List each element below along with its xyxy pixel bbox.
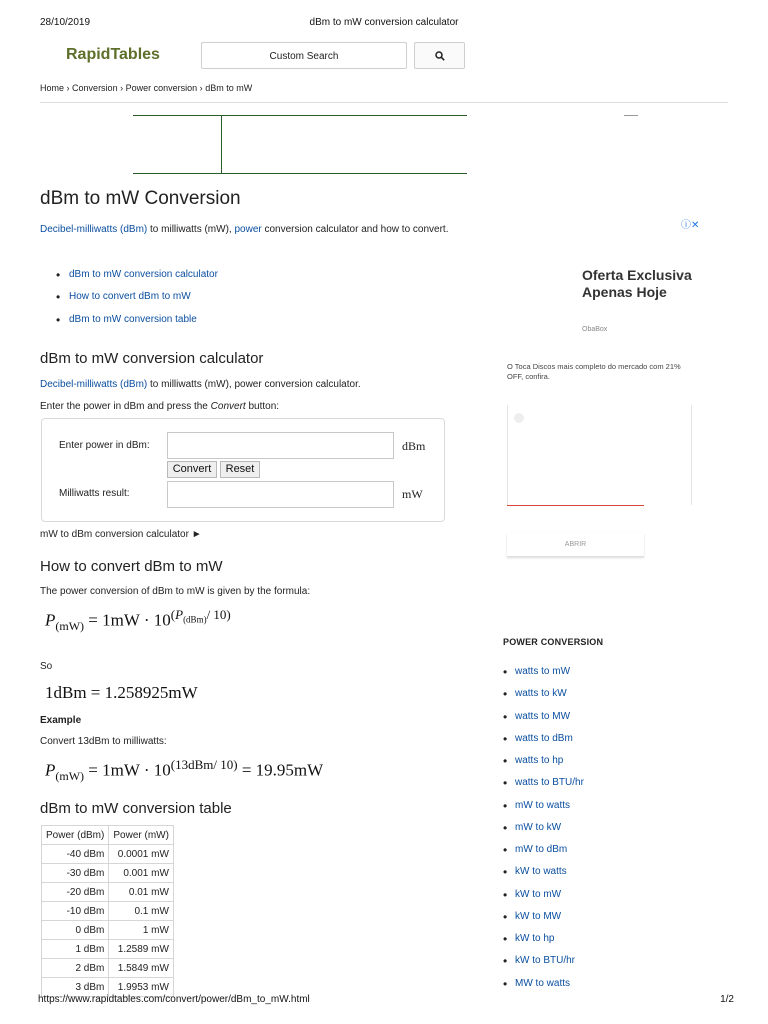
sidebar-item[interactable] (503, 933, 584, 955)
sidebar-link[interactable]: kW to MW (515, 910, 562, 922)
dbm-input-label: Enter power in dBm: (59, 440, 150, 451)
dbm-link[interactable]: Decibel-milliwatts (dBm) (40, 224, 148, 235)
table-cell-dbm: -20 dBm (42, 883, 109, 902)
instruction-post: button: (245, 401, 280, 412)
formula-example (45, 757, 323, 784)
formula-general (45, 607, 231, 634)
example-formula-exponent: (13dBm/ 10) (170, 757, 238, 772)
table-row (42, 940, 174, 959)
dbm-unit: dBm (402, 439, 426, 453)
reverse-calculator-link[interactable]: mW to dBm conversion calculator ► (40, 529, 202, 540)
sidebar-item[interactable] (503, 889, 584, 911)
intro-paragraph (40, 220, 460, 240)
sidebar-item[interactable] (503, 800, 584, 822)
sidebar-item[interactable] (503, 978, 584, 1000)
table-cell-dbm: 3 dBm (42, 978, 109, 997)
ad-accent-line (507, 505, 644, 506)
mw-unit: mW (402, 487, 423, 501)
page-title: dBm to mW Conversion (40, 188, 241, 209)
sidebar-item[interactable] (503, 755, 584, 777)
breadcrumb-home[interactable]: Home (40, 83, 65, 93)
sidebar-link[interactable]: kW to BTU/hr (515, 955, 576, 967)
table-of-contents (56, 269, 218, 336)
table-cell-mw: 1.9953 mW (109, 978, 174, 997)
sidebar-link[interactable]: mW to kW (515, 821, 562, 833)
sidebar-item[interactable] (503, 866, 584, 888)
formula-1dbm: 1dBm = 1.258925mW (45, 683, 198, 702)
sidebar-link[interactable]: kW to watts (515, 866, 567, 878)
mw-result-label: Milliwatts result: (59, 488, 130, 499)
search-icon (435, 51, 445, 61)
toc-link-table[interactable]: dBm to mW conversion table (69, 313, 197, 325)
table-row (42, 864, 174, 883)
ad-brand: ObaBox (582, 326, 608, 333)
example-formula-rhs: = 1mW · 10 (84, 760, 171, 780)
sidebar-item[interactable] (503, 822, 584, 844)
top-ad-border-top (133, 115, 467, 116)
sidebar-link[interactable]: MW to watts (515, 977, 571, 989)
table-row (42, 902, 174, 921)
sidebar-link[interactable]: watts to hp (515, 755, 564, 766)
sidebar-item[interactable] (503, 666, 584, 688)
sidebar-item[interactable] (503, 711, 584, 733)
table-header-mw: Power (mW) (109, 826, 174, 845)
table-cell-dbm: 0 dBm (42, 921, 109, 940)
breadcrumb-separator: › (120, 83, 124, 93)
power-link[interactable]: power (234, 224, 262, 235)
print-page-number: 1/2 (720, 994, 734, 1005)
toc-link-calculator[interactable]: dBm to mW conversion calculator (69, 269, 218, 280)
sidebar-link[interactable]: mW to watts (515, 799, 571, 811)
calculator-instruction (40, 397, 279, 417)
table-cell-dbm: -10 dBm (42, 902, 109, 921)
sidebar-link[interactable]: mW to dBm (515, 844, 568, 855)
top-ad-dash (624, 115, 638, 116)
sidebar-item[interactable] (503, 955, 584, 977)
sidebar-link[interactable]: watts to kW (515, 688, 567, 700)
table-row (42, 845, 174, 864)
breadcrumb-conversion[interactable]: Conversion (72, 83, 118, 93)
header-divider (40, 102, 728, 103)
calculator-intro (40, 375, 361, 395)
table-row (42, 921, 174, 940)
table-cell-mw: 0.001 mW (109, 864, 174, 883)
table-heading: dBm to mW conversion table (40, 800, 232, 817)
so-label: So (40, 661, 53, 672)
table-cell-mw: 0.01 mW (109, 883, 174, 902)
site-logo[interactable]: RapidTables (66, 46, 160, 63)
table-cell-mw: 1.2589 mW (109, 940, 174, 959)
sidebar-item[interactable] (503, 777, 584, 799)
sidebar-item[interactable] (503, 844, 584, 866)
table-header-dbm: Power (dBm) (42, 826, 109, 845)
top-ad-divider (221, 115, 222, 174)
table-cell-dbm: 1 dBm (42, 940, 109, 959)
table-cell-dbm: -30 dBm (42, 864, 109, 883)
table-row (42, 883, 174, 902)
toc-link-howto[interactable]: How to convert dBm to mW (69, 291, 191, 303)
convert-button[interactable]: Convert (167, 461, 217, 478)
howto-text: The power conversion of dBm to mW is given by the formula: (40, 586, 311, 597)
ad-open-button[interactable]: ABRIR (507, 533, 644, 557)
sidebar-list (503, 666, 584, 1000)
toc-item[interactable] (56, 269, 218, 291)
print-date: 28/10/2019 (40, 17, 91, 28)
intro-text-2: conversion calculator and how to convert. (261, 224, 449, 235)
toc-item[interactable] (56, 291, 218, 313)
breadcrumb-separator: › (199, 83, 203, 93)
toc-item[interactable] (56, 314, 218, 336)
example-label: Example (40, 715, 82, 726)
table-cell-mw: 1 mW (109, 921, 174, 940)
instruction-pre: Enter the power in dBm and press the (40, 401, 211, 412)
reset-button[interactable]: Reset (220, 461, 260, 478)
formula-exponent: (P(dBm)/ 10) (170, 607, 231, 625)
table-cell-dbm: 2 dBm (42, 959, 109, 978)
ad-headline[interactable]: Oferta Exclusiva Apenas Hoje (582, 267, 692, 300)
top-ad-border-bottom (133, 173, 467, 174)
table-cell-mw: 1.5849 mW (109, 959, 174, 978)
sidebar-title: POWER CONVERSION (503, 637, 604, 647)
print-url: https://www.rapidtables.com/convert/power/dBm_to_mW.html (38, 994, 310, 1005)
table-cell-dbm: -40 dBm (42, 845, 109, 864)
example-formula-result: = 19.95mW (237, 760, 324, 780)
howto-heading: How to convert dBm to mW (40, 558, 223, 575)
table-row (42, 959, 174, 978)
sidebar-item[interactable] (503, 911, 584, 933)
sidebar-item[interactable] (503, 733, 584, 755)
formula-p: P (45, 610, 56, 630)
ad-image[interactable] (507, 405, 692, 505)
formula-rhs: = 1mW · 10 (84, 610, 171, 630)
example-text: Convert 13dBm to milliwatts: (40, 736, 167, 747)
search-button[interactable] (414, 42, 465, 69)
sidebar-link[interactable]: kW to hp (515, 933, 555, 944)
breadcrumb-separator: › (66, 83, 70, 93)
dbm-input[interactable] (167, 432, 394, 459)
sidebar-link[interactable]: watts to mW (515, 666, 571, 677)
search-placeholder: Custom Search (269, 51, 339, 62)
print-title: dBm to mW conversion calculator (309, 17, 459, 28)
sidebar-link[interactable]: watts to dBm (515, 732, 573, 744)
sidebar-item[interactable] (503, 688, 584, 710)
example-formula-p-sub: (mW) (55, 769, 85, 784)
ad-choices-icon[interactable]: ⓘ✕ (681, 220, 700, 231)
table-cell-mw: 0.0001 mW (109, 845, 174, 864)
sidebar-link[interactable]: watts to MW (515, 710, 571, 722)
breadcrumb (40, 83, 252, 93)
conversion-table (41, 825, 174, 997)
instruction-em: Convert (210, 401, 246, 412)
intro-text-1: to milliwatts (mW), (147, 224, 235, 235)
formula-p-sub: (mW) (55, 619, 85, 634)
breadcrumb-current: dBm to mW (205, 83, 253, 93)
mw-result-field[interactable] (167, 481, 394, 508)
calculator-intro-text: to milliwatts (mW), power conversion calculator. (147, 379, 361, 390)
sidebar-link[interactable]: kW to mW (515, 888, 562, 900)
example-formula-p: P (45, 760, 56, 780)
sidebar-link[interactable]: watts to BTU/hr (515, 777, 584, 789)
table-header-row (42, 826, 174, 845)
breadcrumb-power-conversion[interactable]: Power conversion (125, 83, 198, 93)
table-cell-mw: 0.1 mW (109, 902, 174, 921)
calculator-dbm-link[interactable]: Decibel-milliwatts (dBm) (40, 379, 148, 390)
ad-description: O Toca Discos mais completo do mercado com 21% OFF, confira. (507, 362, 681, 381)
search-input[interactable] (201, 42, 407, 69)
calculator-heading: dBm to mW conversion calculator (40, 350, 264, 367)
ad-image-dot (514, 413, 524, 423)
